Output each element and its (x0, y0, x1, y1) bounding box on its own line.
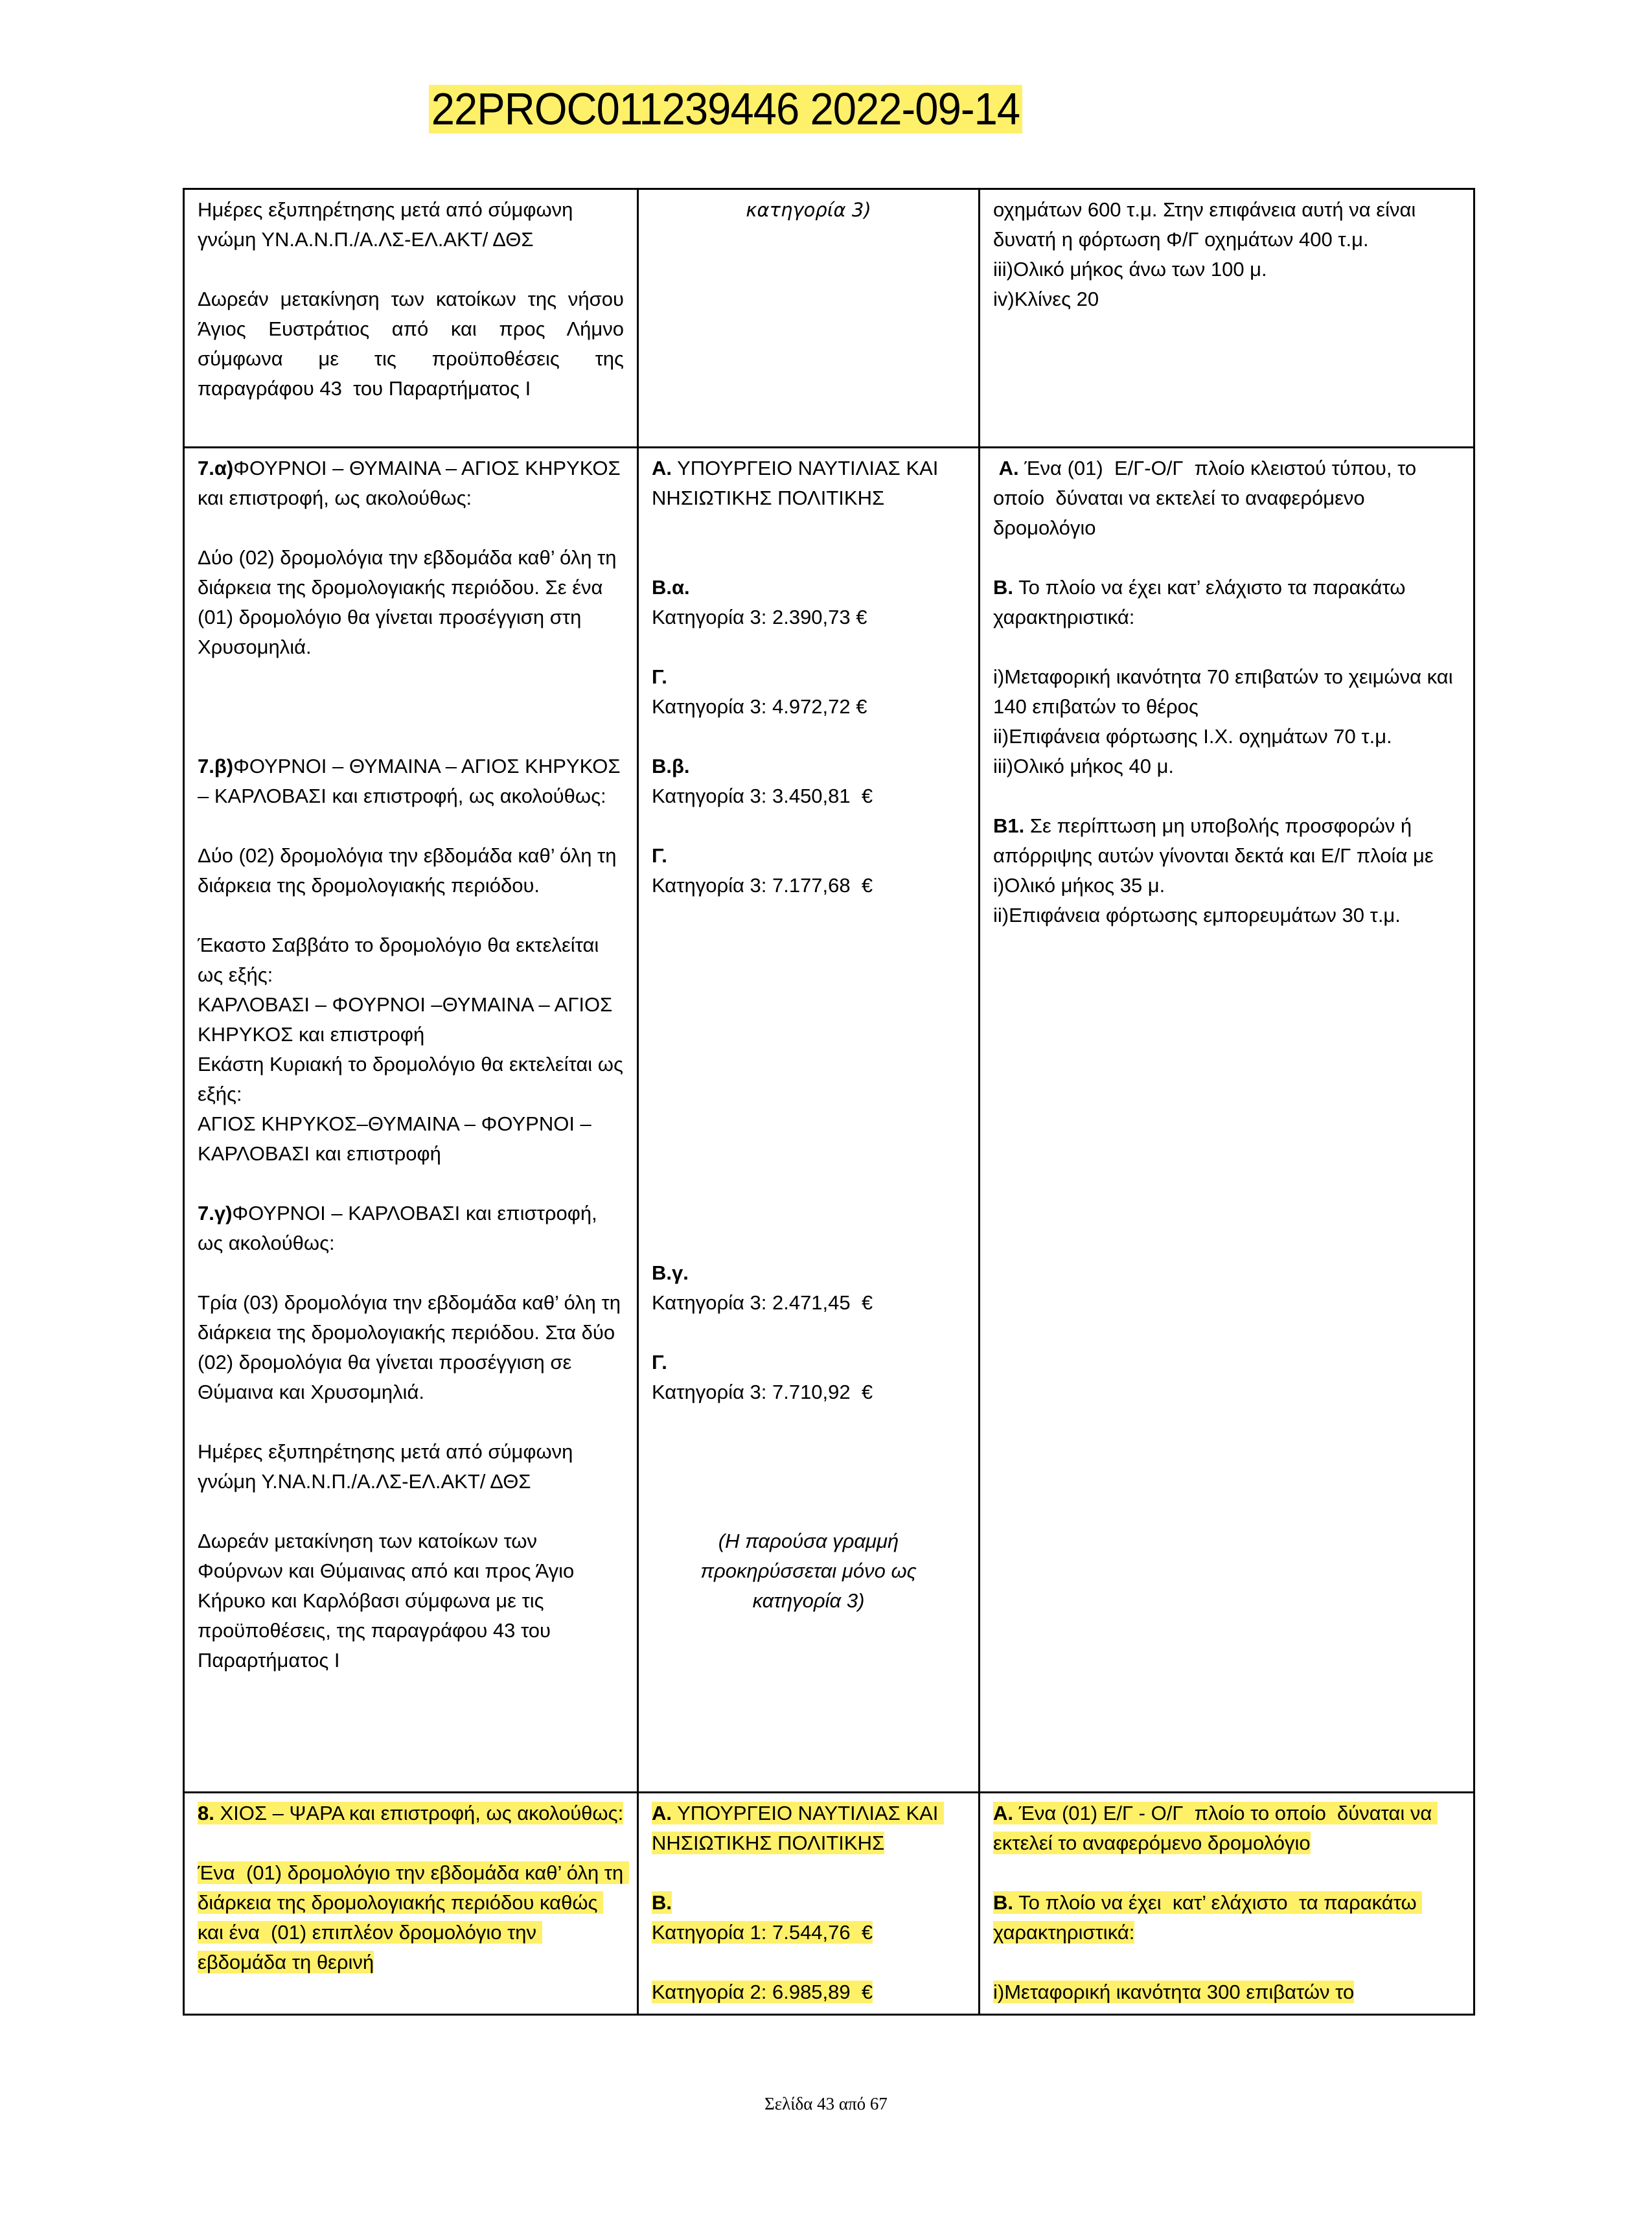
route-7a-desc: Δύο (02) δρομολόγια την εβδομάδα καθ’ όλη τη διάρκεια της δρομολογιακής περιόδου. Σε ένα (01) δρομολόγιο θα γίνεται προσέγγιση στη Χρυσομηλιά. (198, 546, 623, 658)
req-a-label: Α. (993, 1802, 1013, 1824)
route-7b-title: ΦΟΥΡΝΟΙ – ΘΥΜΑΙΝΑ – ΑΓΙΟΣ ΚΗΡΥΚΟΣ – ΚΑΡΛΟΒΑΣΙ και επιστροφή, ως ακολούθως: (198, 755, 626, 807)
req-a-text: Ένα (01) Ε/Γ-Ο/Γ πλοίο κλειστού τύπου, το οποίο δύναται να εκτελεί το αναφερόμενο δρομολόγιο (993, 457, 1422, 539)
price-label (652, 662, 965, 692)
vessel-spec-line: i)Μεταφορική ικανότητα 70 επιβατών το χειμώνα και 140 επιβατών το θέρος (993, 665, 1459, 718)
route-7b-saturday-route: ΚΑΡΛΟΒΑΣΙ – ΦΟΥΡΝΟΙ –ΘΥΜΑΙΝΑ – ΑΓΙΟΣ ΚΗΡΥΚΟΣ και επιστροφή (198, 993, 618, 1046)
route-7b-heading (198, 752, 624, 811)
price-value-text: Κατηγορία 2: 6.985,89 € (652, 1981, 873, 2003)
service-days-text: Ημέρες εξυπηρέτησης μετά από σύμφωνη γνώμη ΥΝ.Α.Ν.Π./Α.ΛΣ-ΕΛ.ΑΚΤ/ ΔΘΣ (198, 198, 579, 251)
route-8-label: 8. (198, 1802, 214, 1824)
req-b-text: Το πλοίο να έχει κατ’ ελάχιστο τα παρακάτω χαρακτηριστικά: (993, 1891, 1423, 1944)
route-7g-heading (198, 1199, 624, 1258)
price-value: Κατηγορία 3: 2.390,73 € (652, 606, 867, 628)
free-transport-text: Δωρεάν μετακίνηση των κατοίκων της νήσου Άγιος Ευστράτιος από και προς Λήμνο σύμφωνα με τις προϋποθέσεις της παραγράφου 43 του Παραρτήματος Ι (198, 288, 630, 400)
vessel-spec-text: i)Μεταφορική ικανότητα 300 επιβατών το (993, 1981, 1355, 2003)
vessel-cell (980, 189, 1474, 448)
authority-name: ΥΠΟΥΡΓΕΙΟ ΝΑΥΤΙΛΙΑΣ ΚΑΙ ΝΗΣΙΩΤΙΚΗΣ ΠΟΛΙΤΙΚΗΣ (652, 457, 945, 509)
table-row-continued (184, 189, 1474, 448)
vessel-cell (980, 448, 1474, 1793)
price-value: Κατηγορία 3: 4.972,72 € (652, 695, 867, 718)
vessel-requirement-b (993, 573, 1460, 632)
service-days-text: Ημέρες εξυπηρέτησης μετά από σύμφωνη γνώμη Υ.ΝΑ.Ν.Π./Α.ΛΣ-ΕΛ.ΑΚΤ/ ΔΘΣ (198, 1440, 579, 1493)
vessel-spec-line: οχημάτων 600 τ.μ. Στην επιφάνεια αυτή να είναι δυνατή η φόρτωση Φ/Γ οχημάτων 400 τ.μ. (993, 198, 1421, 251)
price-label (652, 1888, 965, 1918)
req-b1-label: Β1. (993, 814, 1025, 837)
route-7g-desc: Τρία (03) δρομολόγια την εβδομάδα καθ’ όλη τη διάρκεια της δρομολογιακής περιόδου. Στα δύο (02) δρομολόγια θα γίνεται προσέγγιση σε Θύμαινα και Χρυσομηλιά. (198, 1291, 626, 1403)
routes-table (183, 188, 1475, 2016)
vessel-spec-line: iii)Ολικό μήκος 40 μ. (993, 755, 1175, 777)
category-note-tail: κατηγορία 3) (746, 199, 871, 221)
route-7g-label: 7.γ) (198, 1202, 233, 1224)
authority-text (652, 1799, 965, 1858)
price-value-text: Κατηγορία 1: 7.544,76 € (652, 1921, 873, 1944)
route-cell (184, 189, 638, 448)
vessel-spec-line: ii)Επιφάνεια φόρτωσης εμπορευμάτων 30 τ.μ. (993, 904, 1401, 926)
route-8-title: ΧΙΟΣ – ΨΑΡΑ και επιστροφή, ως ακολούθως: (220, 1802, 624, 1824)
route-cell (184, 1793, 638, 2015)
req-a-text: Ένα (01) Ε/Γ - Ο/Γ πλοίο το οποίο δύναται να εκτελεί το αναφερόμενο δρομολόγιο (993, 1802, 1438, 1854)
vessel-cell (980, 1793, 1474, 2015)
vessel-spec-line: i)Ολικό μήκος 35 μ. (993, 874, 1165, 897)
price-value: Κατηγορία 3: 7.710,92 € (652, 1381, 873, 1403)
authority-label: Α. (652, 457, 672, 479)
category-note: (Η παρούσα γραμμή προκηρύσσεται μόνο ως κατηγορία 3) (700, 1530, 923, 1612)
price-label (652, 573, 965, 603)
route-8-desc (198, 1858, 629, 1977)
route-7a-heading (198, 454, 624, 513)
price-label-text: Β.α. (652, 576, 690, 599)
vessel-spec-line: ii)Επιφάνεια φόρτωσης Ι.Χ. οχημάτων 70 τ.μ. (993, 725, 1392, 748)
price-label-text: Β.γ. (652, 1261, 689, 1284)
req-b-label: Β. (993, 1891, 1013, 1914)
route-7a-title: ΦΟΥΡΝΟΙ – ΘΥΜΑΙΝΑ – ΑΓΙΟΣ ΚΗΡΥΚΟΣ και επιστροφή, ως ακολούθως: (198, 457, 626, 509)
route-8-desc-text: Ένα (01) δρομολόγιο την εβδομάδα καθ’ όλη τη διάρκεια της δρομολογιακής περιόδου καθώς και ένα (01) επιπλέον δρομολόγιο την εβδομάδα τη θερινή (198, 1861, 629, 1973)
table-row-route-8 (184, 1793, 1474, 2015)
authority-text (652, 454, 965, 513)
route-cell (184, 448, 638, 1793)
route-7b-saturday: Έκαστο Σαββάτο το δρομολόγιο θα εκτελείται ως εξής: (198, 934, 604, 986)
price-label (652, 841, 965, 871)
vessel-spec-line: iii)Ολικό μήκος άνω των 100 μ. (993, 258, 1267, 281)
price-cell (638, 189, 980, 448)
vessel-requirement-a (993, 454, 1460, 543)
price-value (652, 1918, 965, 1948)
price-label-text: Γ. (652, 665, 667, 688)
req-b1-text: Σε περίπτωση μη υποβολής προσφορών ή απόρριψης αυτών γίνονται δεκτά και Ε/Γ πλοία με (993, 814, 1434, 867)
req-b-label: Β. (993, 576, 1013, 599)
vessel-requirement-b1 (993, 811, 1460, 871)
price-label (652, 1258, 965, 1288)
route-7b-label: 7.β) (198, 755, 234, 777)
free-transport-text: Δωρεάν μετακίνηση των κατοίκων των Φούρνων και Θύμαινας από και προς Άγιο Κήρυκο και Καρλόβασι σύμφωνα με τις προϋποθέσεις, της παραγράφου 43 του Παραρτήματος Ι (198, 1530, 580, 1672)
req-b-text: Το πλοίο να έχει κατ’ ελάχιστο τα παρακάτω χαρακτηριστικά: (993, 576, 1412, 628)
authority-label: Α. (652, 1802, 672, 1824)
vessel-spec-line (993, 1977, 1460, 2007)
authority-name: ΥΠΟΥΡΓΕΙΟ ΝΑΥΤΙΛΙΑΣ ΚΑΙ ΝΗΣΙΩΤΙΚΗΣ ΠΟΛΙΤΙΚΗΣ (652, 1802, 945, 1854)
price-value: Κατηγορία 3: 3.450,81 € (652, 785, 873, 807)
price-label-text: Β.β. (652, 755, 690, 777)
price-cell (638, 1793, 980, 2015)
price-value (652, 1977, 965, 2007)
price-label (652, 752, 965, 781)
table-row-route-7 (184, 448, 1474, 1793)
vessel-spec-line: iv)Κλίνες 20 (993, 288, 1099, 310)
price-cell (638, 448, 980, 1793)
req-a-label: Α. (998, 457, 1019, 479)
route-7a-label: 7.α) (198, 457, 234, 479)
price-label-text: Β. (652, 1891, 672, 1914)
price-value: Κατηγορία 3: 2.471,45 € (652, 1291, 873, 1314)
route-7b-sunday: Εκάστη Κυριακή το δρομολόγιο θα εκτελείται ως εξής: (198, 1053, 629, 1105)
price-label-text: Γ. (652, 844, 667, 867)
route-7g-title: ΦΟΥΡΝΟΙ – ΚΑΡΛΟΒΑΣΙ και επιστροφή, ως ακολούθως: (198, 1202, 603, 1254)
vessel-requirement-b (993, 1888, 1460, 1948)
document-stamp: 22PROC011239446 2022-09-14 (429, 85, 1022, 133)
price-value: Κατηγορία 3: 7.177,68 € (652, 874, 873, 897)
vessel-requirement-a (993, 1799, 1460, 1858)
route-7b-sunday-route: ΑΓΙΟΣ ΚΗΡΥΚΟΣ–ΘΥΜΑΙΝΑ – ΦΟΥΡΝΟΙ – ΚΑΡΛΟΒΑΣΙ και επιστροφή (198, 1112, 597, 1165)
price-label (652, 1348, 965, 1377)
route-8-heading (198, 1799, 624, 1828)
price-label-text: Γ. (652, 1351, 667, 1374)
page-number: Σελίδα 43 από 67 (764, 2094, 888, 2113)
route-7b-desc: Δύο (02) δρομολόγια την εβδομάδα καθ’ όλη τη διάρκεια της δρομολογιακής περιόδου. (198, 844, 623, 897)
